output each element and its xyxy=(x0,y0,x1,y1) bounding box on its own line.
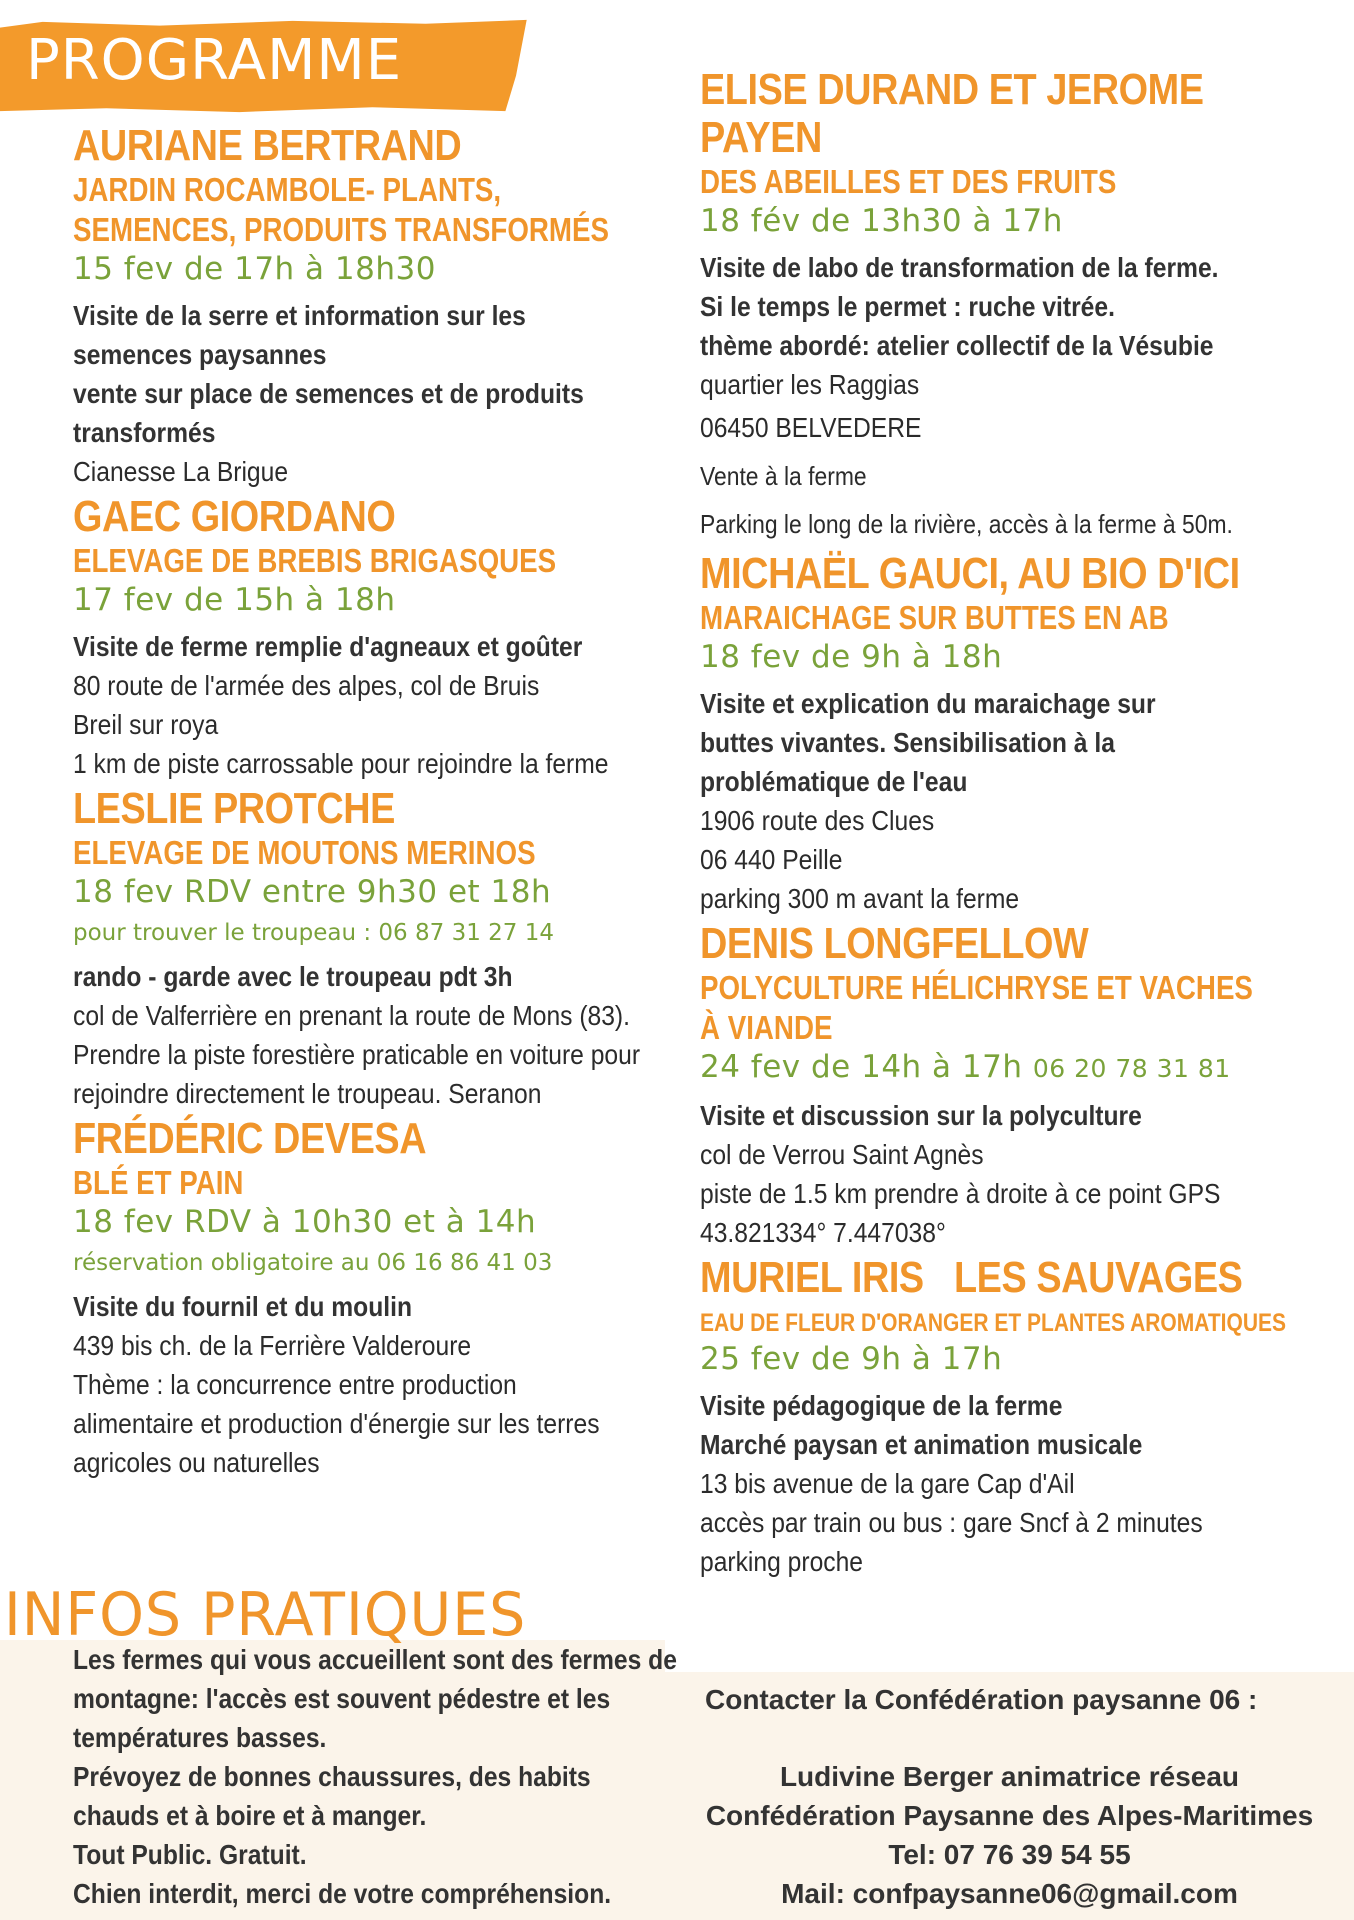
right-column xyxy=(700,66,1340,1583)
info-line: températures basses. xyxy=(73,1722,327,1753)
body-line: Visite de ferme remplie d'agneaux et goûter xyxy=(73,631,583,662)
entry-michael-gauci xyxy=(700,550,1340,918)
body-line: 13 bis avenue de la gare Cap d'Ail xyxy=(700,1468,1075,1499)
entry-name: MICHAËL GAUCI, AU BIO D'ICI xyxy=(700,549,1240,598)
entry-body xyxy=(700,248,1340,548)
entry-date xyxy=(700,1048,1340,1088)
infos-pratiques-body xyxy=(73,1640,677,1913)
contact-organization: Confédération Paysanne des Alpes-Maritimes xyxy=(705,1800,1314,1831)
entry-date: 18 fév de 13h30 à 17h xyxy=(700,203,1063,239)
infos-pratiques-heading: INFOS PRATIQUES xyxy=(4,1580,527,1650)
body-line: Visite de la serre et information sur les xyxy=(73,300,526,331)
entry-subtitle: SEMENCES, PRODUITS TRANSFORMÉS xyxy=(73,211,609,248)
body-line: Si le temps le permet : ruche vitrée. xyxy=(700,291,1115,322)
entry-date: 17 fev de 15h à 18h xyxy=(73,582,396,618)
body-line: agricoles ou naturelles xyxy=(73,1447,320,1478)
entry-muriel-iris xyxy=(700,1254,1340,1581)
entry-denis-longfellow xyxy=(700,920,1340,1252)
info-line: Les fermes qui vous accueillent sont des fermes de xyxy=(73,1644,677,1675)
body-line: Visite pédagogique de la ferme xyxy=(700,1390,1063,1421)
body-line: 439 bis ch. de la Ferrière Valderoure xyxy=(73,1330,472,1361)
info-line: Tout Public. Gratuit. xyxy=(73,1839,307,1870)
body-line: Visite et discussion sur la polyculture xyxy=(700,1100,1142,1131)
entry-phone: 06 20 78 31 81 xyxy=(1032,1054,1231,1083)
contact-person: Ludivine Berger animatrice réseau xyxy=(779,1761,1240,1792)
right-column-white-area xyxy=(665,1640,1354,1672)
body-line: 80 route de l'armée des alpes, col de Bruis xyxy=(73,670,540,701)
entry-body xyxy=(73,957,673,1113)
entry-date: 18 fev RDV à 10h30 et à 14h xyxy=(73,1204,537,1240)
contact-spacer xyxy=(665,1719,1354,1757)
entry-body xyxy=(700,1096,1340,1252)
entry-body xyxy=(73,296,673,491)
body-line: piste de 1.5 km prendre à droite à ce point GPS xyxy=(700,1178,1221,1209)
body-line: transformés xyxy=(73,417,216,448)
left-column xyxy=(73,122,673,1484)
entry-subtitle: ELEVAGE DE BREBIS BRIGASQUES xyxy=(73,542,557,579)
entry-name: GAEC GIORDANO xyxy=(73,492,396,541)
body-line: problématique de l'eau xyxy=(700,766,968,797)
body-line: semences paysannes xyxy=(73,339,327,370)
body-line: 1 km de piste carrossable pour rejoindre la ferme xyxy=(73,748,609,779)
entry-subtitle: MARAICHAGE SUR BUTTES EN AB xyxy=(700,599,1169,636)
body-line: Visite de labo de transformation de la ferme. xyxy=(700,252,1219,283)
info-line: Chien interdit, merci de votre compréhension. xyxy=(73,1878,612,1909)
entry-phone-note: pour trouver le troupeau : 06 87 31 27 14 xyxy=(73,920,555,946)
body-line: Cianesse La Brigue xyxy=(73,456,289,487)
body-line: Breil sur roya xyxy=(73,709,219,740)
body-line: 06450 BELVEDERE xyxy=(700,412,922,443)
contact-email[interactable]: Mail: confpaysanne06@gmail.com xyxy=(781,1878,1238,1909)
body-line: Vente à la ferme xyxy=(700,461,867,491)
entry-subtitle: À VIANDE xyxy=(700,1009,833,1046)
entry-name: PAYEN xyxy=(700,113,822,162)
entry-frederic-devesa xyxy=(73,1115,673,1482)
entry-auriane-bertrand xyxy=(73,122,673,491)
entry-leslie-protche xyxy=(73,785,673,1113)
entry-date-text: 24 fev de 14h à 17h xyxy=(700,1049,1023,1085)
entry-subtitle: BLÉ ET PAIN xyxy=(73,1164,244,1201)
contact-phone: Tel: 07 76 39 54 55 xyxy=(888,1839,1131,1870)
body-line: 43.821334° 7.447038° xyxy=(700,1217,946,1248)
page-title: PROGRAMME xyxy=(26,28,403,93)
body-line: Visite du fournil et du moulin xyxy=(73,1291,413,1322)
entry-body xyxy=(73,1287,673,1482)
body-line: vente sur place de semences et de produits xyxy=(73,378,584,409)
body-line: col de Verrou Saint Agnès xyxy=(700,1139,984,1170)
entry-gaec-giordano xyxy=(73,493,673,783)
body-line: parking 300 m avant la ferme xyxy=(700,883,1020,914)
entry-name: MURIEL IRIS LES SAUVAGES xyxy=(700,1253,1243,1302)
body-line: Thème : la concurrence entre production xyxy=(73,1369,517,1400)
entry-name: DENIS LONGFELLOW xyxy=(700,919,1089,968)
entry-subtitle: DES ABEILLES ET DES FRUITS xyxy=(700,163,1117,200)
entry-date: 18 fev RDV entre 9h30 et 18h xyxy=(73,874,552,910)
entry-subtitle: EAU DE FLEUR D'ORANGER ET PLANTES AROMATIQUES xyxy=(700,1309,1287,1337)
entry-date: 18 fev de 9h à 18h xyxy=(700,639,1003,675)
entry-name: AURIANE BERTRAND xyxy=(73,121,462,170)
info-line: chauds et à boire et à manger. xyxy=(73,1800,427,1831)
entry-body xyxy=(700,684,1340,918)
body-line: alimentaire et production d'énergie sur les terres xyxy=(73,1408,600,1439)
body-line: thème abordé: atelier collectif de la Vésubie xyxy=(700,330,1214,361)
body-line: col de Valferrière en prenant la route de Mons (83). xyxy=(73,1000,630,1031)
body-line: 1906 route des Clues xyxy=(700,805,935,836)
body-line: Parking le long de la rivière, accès à la ferme à 50m. xyxy=(700,509,1233,539)
body-line: parking proche xyxy=(700,1546,864,1577)
entry-elise-durand-jerome-payen xyxy=(700,66,1340,548)
contact-heading: Contacter la Confédération paysanne 06 : xyxy=(705,1684,1258,1715)
entry-date: 15 fev de 17h à 18h30 xyxy=(73,251,436,287)
entry-body xyxy=(73,627,673,783)
entry-name: LESLIE PROTCHE xyxy=(73,784,395,833)
info-line: Prévoyez de bonnes chaussures, des habits xyxy=(73,1761,591,1792)
entry-body xyxy=(700,1386,1340,1581)
body-line: accès par train ou bus : gare Sncf à 2 minutes xyxy=(700,1507,1203,1538)
entry-reservation-note: réservation obligatoire au 06 16 86 41 03 xyxy=(73,1250,553,1276)
body-line: Marché paysan et animation musicale xyxy=(700,1429,1143,1460)
entry-subtitle: POLYCULTURE HÉLICHRYSE ET VACHES xyxy=(700,969,1253,1006)
body-line: rando - garde avec le troupeau pdt 3h xyxy=(73,961,513,992)
entry-name: ELISE DURAND ET JEROME xyxy=(700,65,1204,114)
body-line: quartier les Raggias xyxy=(700,369,920,400)
body-line: Visite et explication du maraichage sur xyxy=(700,688,1156,719)
body-line: rejoindre directement le troupeau. Seranon xyxy=(73,1078,542,1109)
contact-block xyxy=(665,1680,1354,1913)
body-line: Prendre la piste forestière praticable en voiture pour xyxy=(73,1039,641,1070)
entry-subtitle: ELEVAGE DE MOUTONS MERINOS xyxy=(73,834,536,871)
entry-subtitle: JARDIN ROCAMBOLE- PLANTS, xyxy=(73,171,502,208)
info-line: montagne: l'accès est souvent pédestre et les xyxy=(73,1683,611,1714)
body-line: 06 440 Peille xyxy=(700,844,843,875)
entry-name: FRÉDÉRIC DEVESA xyxy=(73,1114,427,1163)
entry-date: 25 fev de 9h à 17h xyxy=(700,1341,1003,1377)
body-line: buttes vivantes. Sensibilisation à la xyxy=(700,727,1115,758)
